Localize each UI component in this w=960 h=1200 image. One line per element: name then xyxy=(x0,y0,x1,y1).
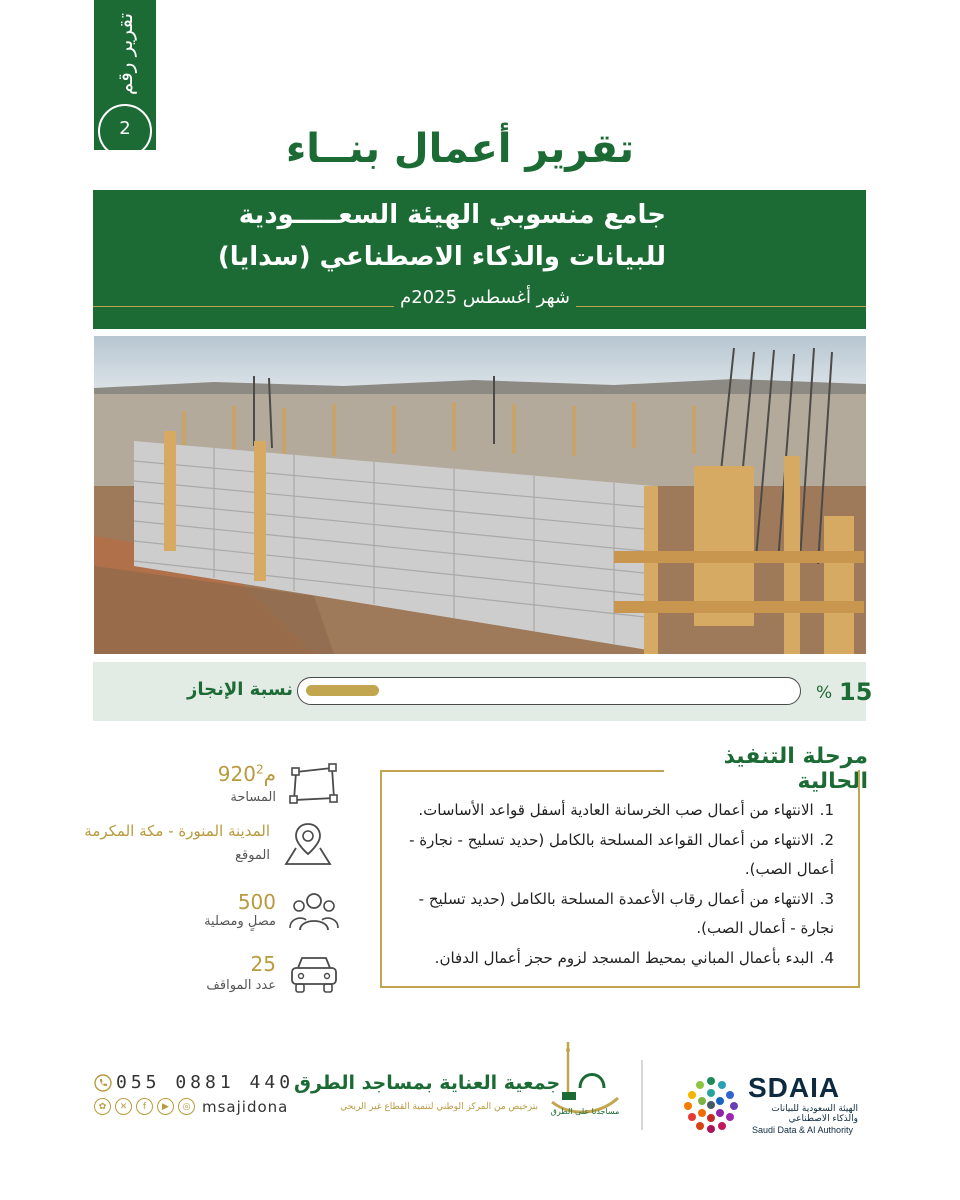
project-header xyxy=(93,190,866,329)
progress-percent-sign: % xyxy=(816,683,833,703)
worshippers-value: 500 xyxy=(237,890,276,914)
phase-item: 1.الانتهاء من أعمال صب الخرسانة العادية أسفل قواعد الأساسات. xyxy=(418,801,834,819)
worshippers-label: مصلٍ ومصلية xyxy=(204,914,276,929)
sdaia-arabic-name-2: والذكاء الاصطناعي xyxy=(788,1114,858,1124)
construction-site-photo xyxy=(94,336,866,654)
project-name-line1: جامع منسوبي الهيئة السعـــــودية xyxy=(238,200,666,230)
phone-number[interactable]: 055 0881 440 xyxy=(116,1072,295,1093)
report-number: 2 xyxy=(119,118,131,139)
progress-section xyxy=(93,662,873,721)
progress-bar xyxy=(297,677,801,705)
social-handle[interactable]: msajidona xyxy=(202,1098,289,1116)
map-pin-icon xyxy=(282,822,334,866)
page-title: تقرير أعمال بنــاء xyxy=(285,126,634,172)
stat-location xyxy=(84,822,334,882)
area-icon xyxy=(288,762,340,806)
phase-title: مرحلة التنفيذ الحالية xyxy=(723,744,868,794)
sdaia-wordmark: SDAIA xyxy=(748,1072,841,1103)
org-logo-caption: مساجدنا على الطرق xyxy=(550,1107,620,1116)
report-number-label: تقرير رقم xyxy=(113,12,137,96)
instagram-icon[interactable]: ◎ xyxy=(178,1098,195,1115)
social-icons xyxy=(94,1098,195,1118)
sdaia-arabic-name-1: الهيئة السعودية للبيانات xyxy=(771,1104,858,1114)
phone-icon xyxy=(94,1074,112,1092)
people-icon xyxy=(288,890,340,934)
org-license: بترخيص من المركز الوطني لتنمية القطاع غير الربحي xyxy=(340,1102,538,1112)
car-icon xyxy=(288,952,340,996)
stat-parking xyxy=(150,952,340,1012)
phase-item: 2.الانتهاء من أعمال القواعد المسلحة بالكامل (حديد تسليح - نجارة - أعمال الصب). xyxy=(409,831,834,878)
footer-divider xyxy=(641,1060,643,1130)
progress-bar-fill xyxy=(306,685,379,696)
sdaia-logo-icon xyxy=(682,1075,740,1133)
location-label: الموقع xyxy=(235,848,270,863)
parking-value: 25 xyxy=(250,952,276,976)
area-value: 920م xyxy=(217,762,276,786)
phase-item: 4.البدء بأعمال المباني بمحيط المسجد لزوم حجز أعمال الدفان. xyxy=(434,949,834,967)
progress-label: نسبة الإنجاز xyxy=(186,679,293,700)
area-label: المساحة xyxy=(230,790,276,805)
phase-box xyxy=(380,770,860,988)
phase-list xyxy=(406,796,834,974)
sdaia-english-name: Saudi Data & AI Authority xyxy=(752,1125,854,1135)
org-name: جمعية العناية بمساجد الطرق xyxy=(294,1072,561,1094)
report-number-tab xyxy=(94,0,156,150)
parking-label: عدد المواقف xyxy=(206,978,276,993)
project-name-line2: للبيانات والذكاء الاصطناعي (سدايا) xyxy=(217,242,666,272)
youtube-icon[interactable]: ▶ xyxy=(157,1098,174,1115)
facebook-icon[interactable]: f xyxy=(136,1098,153,1115)
snapchat-icon[interactable]: ✿ xyxy=(94,1098,111,1115)
location-value: المدينة المنورة - مكة المكرمة xyxy=(84,822,270,840)
progress-value: 15 xyxy=(839,678,873,706)
stat-worshippers xyxy=(150,890,340,950)
x-icon[interactable]: ✕ xyxy=(115,1098,132,1115)
report-month: شهر أغسطس 2025م xyxy=(394,287,576,308)
phase-item: 3.الانتهاء من أعمال رقاب الأعمدة المسلحة بالكامل (حديد تسليح - نجارة - أعمال الصب). xyxy=(418,890,834,937)
stat-area: 920م$^2$ المساحة xyxy=(150,762,340,822)
